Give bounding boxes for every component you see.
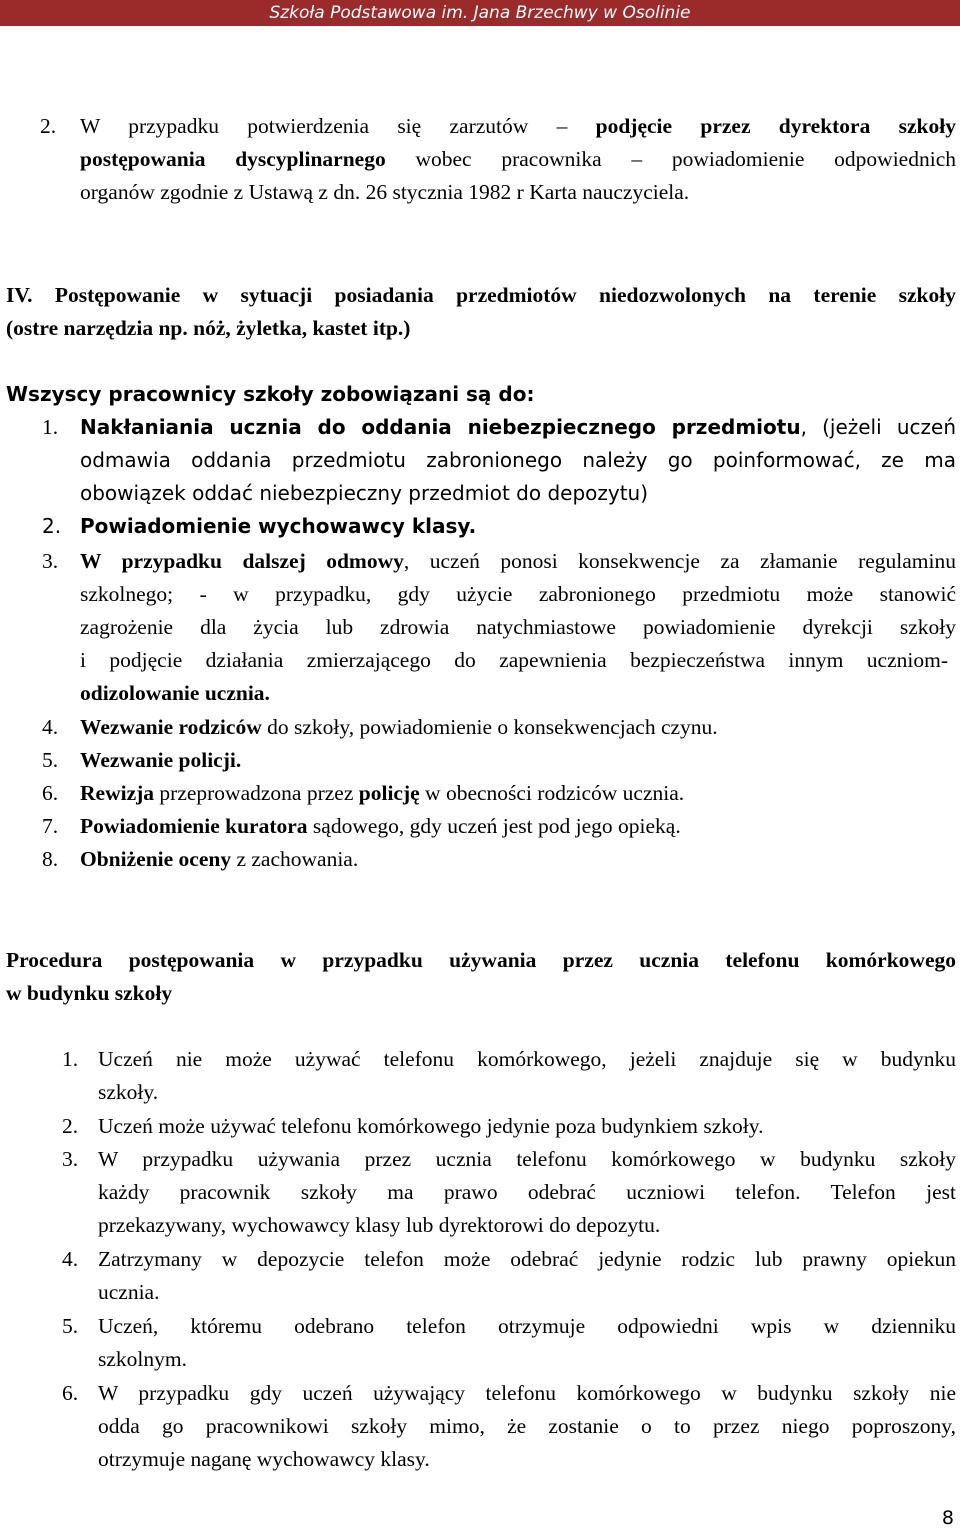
list-number: 8. <box>42 847 59 871</box>
list-number: 4. <box>62 1247 79 1271</box>
list-number: 5. <box>42 748 59 772</box>
procedure-title: Procedura postępowania w przypadku używania przez ucznia telefonu komórkowego <box>6 948 956 972</box>
list-number: 7. <box>42 814 59 838</box>
list-item: Wezwanie rodziców do szkoły, powiadomienie o konsekwencjach czynu. <box>80 715 718 739</box>
list-item-line: W przypadku używania przez ucznia telefonu komórkowego w budynku szkoły <box>98 1147 956 1171</box>
list-item-line: każdy pracownik szkoły ma prawo odebrać uczniowi telefon. Telefon jest <box>98 1180 956 1204</box>
list-item: Powiadomienie kuratora sądowego, gdy uczeń jest pod jego opieką. <box>80 814 681 838</box>
list-number: 6. <box>62 1381 79 1405</box>
list-number: 2. <box>42 514 62 538</box>
list-item-line: Uczeń, któremu odebrano telefon otrzymuje odpowiedni wpis w dzienniku <box>98 1314 956 1338</box>
list-item-line: Uczeń może używać telefonu komórkowego jedynie poza budynkiem szkoły. <box>98 1114 764 1138</box>
list-item-line: Nakłaniania ucznia do oddania niebezpiecznego przedmiotu, (jeżeli uczeń <box>80 415 956 439</box>
list-item-line: przekazywany, wychowawcy klasy lub dyrektorowi do depozytu. <box>98 1213 661 1237</box>
list-number: 2. <box>62 1114 79 1138</box>
list-item-line: W przypadku dalszej odmowy, uczeń ponosi konsekwencje za złamanie regulaminu <box>80 549 956 573</box>
list-number: 4. <box>42 715 59 739</box>
list-number: 1. <box>62 1047 79 1071</box>
section-heading-cont: (ostre narzędzia np. nóż, żyletka, kastet itp.) <box>6 316 411 340</box>
paragraph-line: organów zgodnie z Ustawą z dn. 26 stycznia 1982 r Karta nauczyciela. <box>80 180 690 204</box>
list-item-line: szkoły. <box>98 1080 159 1104</box>
list-item-line: odda go pracownikowi szkoły mimo, że zostanie o to przez niego poproszony, <box>98 1414 956 1438</box>
list-item-line: zagrożenie dla życia lub zdrowia natychmiastowe powiadomienie dyrekcji szkoły <box>80 615 956 639</box>
list-item-line: obowiązek oddać niebezpieczny przedmiot do depozytu) <box>80 481 649 505</box>
list-number: 1. <box>42 415 59 439</box>
list-item: Powiadomienie wychowawcy klasy. <box>80 514 477 538</box>
list-item-line: W przypadku gdy uczeń używający telefonu komórkowego w budynku szkoły nie <box>98 1381 956 1405</box>
list-item-line: szkolnym. <box>98 1347 187 1371</box>
list-item-line: ucznia. <box>98 1280 160 1304</box>
list-item-line: szkolnego; - w przypadku, gdy użycie zabronionego przedmiotu może stanowić <box>80 582 956 606</box>
list-number: 3. <box>62 1147 79 1171</box>
list-item: Wezwanie policji. <box>80 748 242 772</box>
section-heading: IV. Postępowanie w sytuacji posiadania przedmiotów niedozwolonych na terenie szkoły <box>6 283 956 307</box>
subheading: Wszyscy pracownicy szkoły zobowiązani są do: <box>6 382 535 406</box>
point-number: 2. <box>40 114 57 138</box>
list-item-line: i podjęcie działania zmierzającego do zapewnienia bezpieczeństwa innym uczniom- <box>80 648 948 672</box>
list-number: 3. <box>42 549 59 573</box>
list-item: Rewizja przeprowadzona przez policję w obecności rodziców ucznia. <box>80 781 685 805</box>
list-item-line: Uczeń nie może używać telefonu komórkowego, jeżeli znajduje się w budynku <box>98 1047 956 1071</box>
list-item-line: odizolowanie ucznia. <box>80 681 270 705</box>
list-item-line: otrzymuje naganę wychowawcy klasy. <box>98 1447 430 1471</box>
list-item-line: Zatrzymany w depozycie telefon może odebrać jedynie rodzic lub prawny opiekun <box>98 1247 956 1271</box>
list-item-line: odmawia oddania przedmiotu zabronionego należy go poinformować, ze ma <box>80 448 956 472</box>
list-number: 6. <box>42 781 59 805</box>
paragraph-line: postępowania dyscyplinarnego wobec pracownika – powiadomienie odpowiednich <box>80 147 956 171</box>
list-number: 5. <box>62 1314 79 1338</box>
page-number: 8 <box>941 1507 954 1529</box>
school-name: Szkoła Podstawowa im. Jana Brzechwy w Osolinie <box>269 3 691 23</box>
paragraph-line: W przypadku potwierdzenia się zarzutów – podjęcie przez dyrektora szkoły <box>80 114 956 138</box>
list-item: Obniżenie oceny z zachowania. <box>80 847 359 871</box>
procedure-title-cont: w budynku szkoły <box>6 981 173 1005</box>
